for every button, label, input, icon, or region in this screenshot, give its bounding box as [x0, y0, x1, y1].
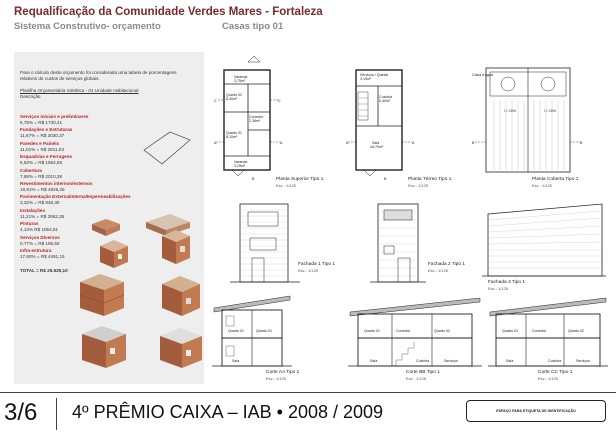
- budget-item-name: Esquadrias e Ferragens: [20, 154, 73, 160]
- svg-text:Quarto 01: Quarto 01: [226, 131, 242, 135]
- svg-text:i = 15%: i = 15%: [544, 109, 557, 113]
- budget-item-name: Serviços iniciais e preliminares: [20, 114, 89, 119]
- budget-item-name: Serviços Diversos: [20, 234, 60, 240]
- budget-intro-line1: Para o cálculo deste orçamento foi considerada uma tabela de porcentagens: [20, 70, 177, 75]
- page-subtitle: Sistema Construtivo- orçamento: [14, 21, 161, 32]
- svg-text:8,10m²: 8,10m²: [226, 135, 238, 139]
- svg-text:Caixa d'água: Caixa d'água: [472, 73, 493, 77]
- facade1-caption: Fachada 1 Tipo 1 Esc.: 1/125: [298, 262, 336, 273]
- plans-row: [208, 52, 588, 192]
- stage-foundation-right: [146, 214, 190, 236]
- stage-upper-floor-2: [162, 276, 200, 316]
- budget-panel: [14, 52, 204, 384]
- svg-text:5,40m²: 5,40m²: [379, 99, 391, 103]
- budget-item-value: 6,52% = R$ 1664,55: [20, 160, 63, 166]
- svg-text:Sala: Sala: [372, 141, 380, 145]
- stage-roof-1: [82, 326, 126, 368]
- footer-divider-line: [0, 392, 616, 393]
- stage-walls-2: [162, 230, 190, 264]
- stage-upper-floor-1: [80, 274, 124, 316]
- stage-walls-1: [100, 240, 128, 268]
- section-aa-drawing: [212, 296, 292, 366]
- budget-item-name: Cobertura: [20, 167, 42, 173]
- sections-row: [212, 294, 608, 374]
- budget-item-value: 17,60% = R$ 4491,15: [20, 254, 65, 259]
- budget-item-value: 18,91% = R$ 4826,25: [20, 187, 65, 192]
- facades-row: [230, 198, 610, 288]
- facade3-caption: Fachada 3 Tipo 1 Esc.: 1/125: [488, 280, 526, 291]
- svg-text:A: A: [472, 141, 475, 145]
- budget-item-value: 0,77% = R$ 195,50: [20, 240, 60, 246]
- section-cc-caption: Corte CC Tipo 1 Esc.: 1/125: [538, 370, 573, 381]
- budget-item-name: Pavimentação Externa/Interna/Impermeabilizações: [20, 194, 131, 200]
- facade1-drawing: [230, 204, 300, 282]
- budget-item-name: Instalações: [20, 207, 46, 213]
- svg-text:2,36m²: 2,36m²: [249, 119, 261, 123]
- svg-text:Sala: Sala: [370, 359, 378, 363]
- svg-text:i = 15%: i = 15%: [504, 109, 517, 113]
- svg-text:B: B: [384, 177, 387, 181]
- budget-item-name: Infra-estrutura: [20, 248, 52, 253]
- budget-intro-line2: relativos de custos de serviços globais.: [20, 76, 100, 81]
- svg-text:Varanda: Varanda: [234, 160, 248, 164]
- budget-item-value: 3,32% = R$ 848,30: [20, 200, 60, 206]
- budget-item-value: 11,01% = R$ 2811,03: [20, 146, 64, 152]
- svg-text:Corredor: Corredor: [396, 329, 411, 333]
- section-bb-caption: Corte BB Tipo 1 Esc.: 1/125: [406, 370, 440, 381]
- svg-text:Serviços / Quintal: Serviços / Quintal: [360, 73, 389, 77]
- svg-text:Quarto 01: Quarto 01: [228, 329, 244, 333]
- plan-upper-caption: Planta Superior Tipo 1 Esc.: 1/125: [276, 177, 324, 188]
- facade2-caption: Fachada 2 Tipo 1 Esc.: 1/125: [428, 262, 466, 273]
- svg-text:3,75m²: 3,75m²: [234, 79, 246, 83]
- house-type-label: Casas tipo 01: [222, 21, 284, 32]
- budget-table-title: Planilha Orçamentária Sintética - 01 Unidade Habitacional: [20, 88, 139, 93]
- event-title: 4º PRÊMIO CAIXA – IAB • 2008 / 2009: [72, 402, 384, 422]
- svg-text:Corredor: Corredor: [532, 329, 547, 333]
- svg-text:C: C: [278, 99, 281, 103]
- section-aa-caption: Corte AA Tipo 1 Esc.: 1/125: [266, 370, 300, 381]
- budget-item-name: Revestimentos internos/externos: [20, 181, 93, 186]
- page-number: 3/6: [4, 399, 38, 426]
- svg-text:Quarto 02: Quarto 02: [226, 93, 242, 97]
- svg-text:Quarto 01: Quarto 01: [256, 329, 272, 333]
- svg-text:Serviços: Serviços: [444, 359, 458, 363]
- page-title: Requalificação da Comunidade Verdes Mares - Fortaleza: [14, 6, 323, 18]
- stage-roof-2: [160, 328, 202, 368]
- plan-ground-caption: Planta Térreo Tipo 1 Esc.: 1/125: [408, 177, 452, 188]
- budget-item-value: 6,78% = R$ 1730,41: [20, 120, 63, 125]
- svg-text:A: A: [280, 141, 283, 145]
- svg-text:Quarto 01: Quarto 01: [502, 329, 518, 333]
- svg-text:Corredor: Corredor: [249, 115, 264, 119]
- construction-stages-illustration: [14, 202, 204, 384]
- facade3-drawing: [482, 204, 606, 276]
- svg-text:Serviços: Serviços: [576, 359, 590, 363]
- plan-ground-drawing: [346, 70, 415, 181]
- svg-text:8,40m²: 8,40m²: [226, 97, 238, 101]
- svg-text:Varanda: Varanda: [234, 75, 248, 79]
- svg-text:C: C: [214, 99, 217, 103]
- svg-text:A: A: [580, 141, 583, 145]
- svg-text:3,25m²: 3,25m²: [234, 164, 246, 168]
- section-bb-drawing: [348, 298, 482, 366]
- budget-item-name: Fundações e Estruturas: [20, 127, 73, 133]
- footer-vertical-divider: [56, 398, 57, 430]
- section-cc-drawing: [488, 298, 608, 366]
- plan-roof-caption: Planta Coberta Tipo 1 Esc.: 1/125: [532, 177, 579, 188]
- svg-text:Cozinha: Cozinha: [416, 359, 430, 363]
- budget-total: TOTAL = R$ 25.525,10: [20, 268, 68, 273]
- svg-text:3,19m²: 3,19m²: [360, 77, 372, 81]
- budget-item-name: Pinturas: [20, 221, 39, 227]
- svg-text:Quarto 02: Quarto 02: [434, 329, 450, 333]
- svg-text:Cozinha: Cozinha: [548, 359, 562, 363]
- svg-text:Sala: Sala: [506, 359, 514, 363]
- svg-text:A: A: [346, 141, 349, 145]
- svg-text:Quarto 02: Quarto 02: [568, 329, 584, 333]
- budget-item-value: 7,88% = R$ 2010,38: [20, 173, 63, 179]
- plan-roof-drawing: [472, 68, 583, 172]
- facade2-drawing: [370, 204, 426, 282]
- stage-foundation-left: [92, 219, 120, 236]
- plan-upper-drawing: [214, 56, 283, 181]
- svg-text:Quarto 01: Quarto 01: [364, 329, 380, 333]
- identification-label-text: ESPAÇO PARA ETIQUETA DE IDENTIFICAÇÃO: [496, 409, 576, 413]
- svg-text:Sala: Sala: [232, 359, 240, 363]
- budget-item-value: 11,87% = R$ 3030,37: [20, 133, 65, 139]
- svg-text:B: B: [252, 177, 255, 181]
- budget-item-value: 11,21% = R$ 2862,35: [20, 213, 65, 219]
- budget-table-desc: Descrição: [20, 94, 41, 99]
- budget-item-value: 4,13% R$ 1054,81: [20, 227, 59, 233]
- site-plan-sketch: [140, 118, 200, 178]
- svg-text:A: A: [214, 141, 217, 145]
- budget-item-name: Paredes e Painéis: [20, 140, 60, 146]
- svg-text:A: A: [412, 141, 415, 145]
- svg-text:16,70m²: 16,70m²: [370, 145, 384, 149]
- svg-text:Cozinha: Cozinha: [379, 95, 393, 99]
